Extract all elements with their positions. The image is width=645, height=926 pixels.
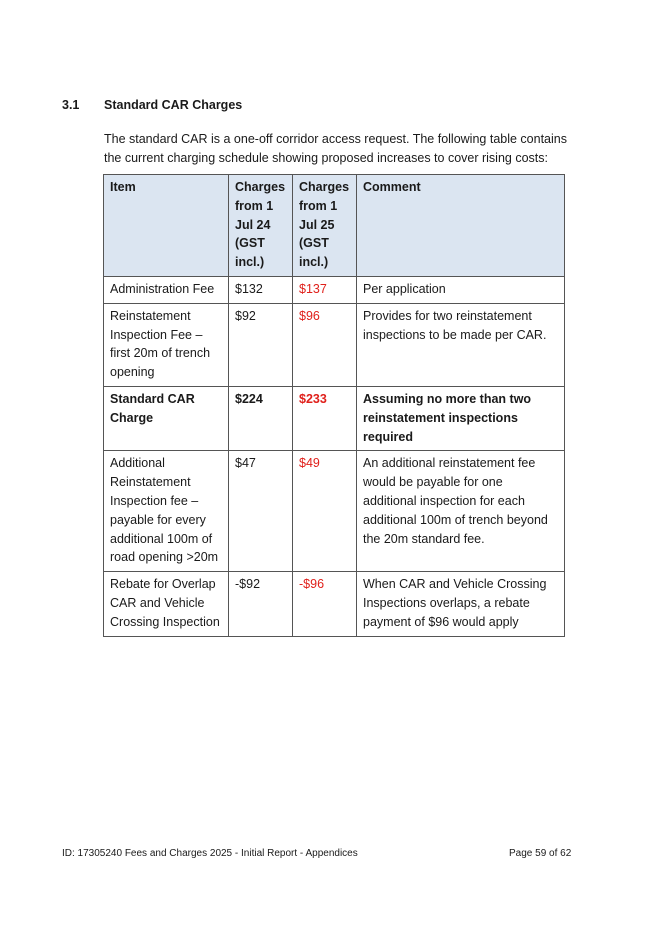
table-row [104,303,565,386]
cell-comment: Assuming no more than two reinstatement inspections required [357,386,565,450]
header-charges-25: Charges from 1 Jul 25 (GST incl.) [293,175,357,277]
cell-charges-24: $47 [229,451,293,572]
footer-page-number: Page 59 of 62 [509,848,572,859]
cell-charges-25: -$96 [293,572,357,636]
header-item: Item [104,175,229,277]
cell-item: Reinstatement Inspection Fee – first 20m of trench opening [104,303,229,386]
table-row [104,386,565,450]
cell-charges-24: $92 [229,303,293,386]
cell-charges-25: $96 [293,303,357,386]
cell-item: Administration Fee [104,276,229,303]
table-row [104,276,565,303]
cell-comment: Provides for two reinstatement inspections to be made per CAR. [357,303,565,386]
cell-comment: When CAR and Vehicle Crossing Inspections overlaps, a rebate payment of $96 would apply [357,572,565,636]
cell-item: Additional Reinstatement Inspection fee – payable for every additional 100m of road opening >20m [104,451,229,572]
section-heading [62,98,242,112]
cell-item: Standard CAR Charge [104,386,229,450]
footer-document-id: ID: 17305240 Fees and Charges 2025 - Initial Report - Appendices [62,848,358,859]
table-row [104,451,565,572]
cell-charges-24: -$92 [229,572,293,636]
intro-paragraph: The standard CAR is a one-off corridor access request. The following table contains the current charging schedule showing proposed increases to cover rising costs: [104,132,567,165]
cell-charges-24: $224 [229,386,293,450]
cell-comment: An additional reinstatement fee would be payable for one additional inspection for each additional 100m of trench beyond the 20m standard fee. [357,451,565,572]
table-header-row [104,175,565,277]
cell-charges-24: $132 [229,276,293,303]
section-title: Standard CAR Charges [104,98,243,112]
cell-charges-25: $233 [293,386,357,450]
cell-item: Rebate for Overlap CAR and Vehicle Crossing Inspection [104,572,229,636]
cell-comment: Per application [357,276,565,303]
cell-charges-25: $137 [293,276,357,303]
table-row [104,572,565,636]
header-comment: Comment [357,175,565,277]
charges-table [103,174,565,637]
header-charges-24: Charges from 1 Jul 24 (GST incl.) [229,175,293,277]
section-number: 3.1 [62,98,80,112]
cell-charges-25: $49 [293,451,357,572]
